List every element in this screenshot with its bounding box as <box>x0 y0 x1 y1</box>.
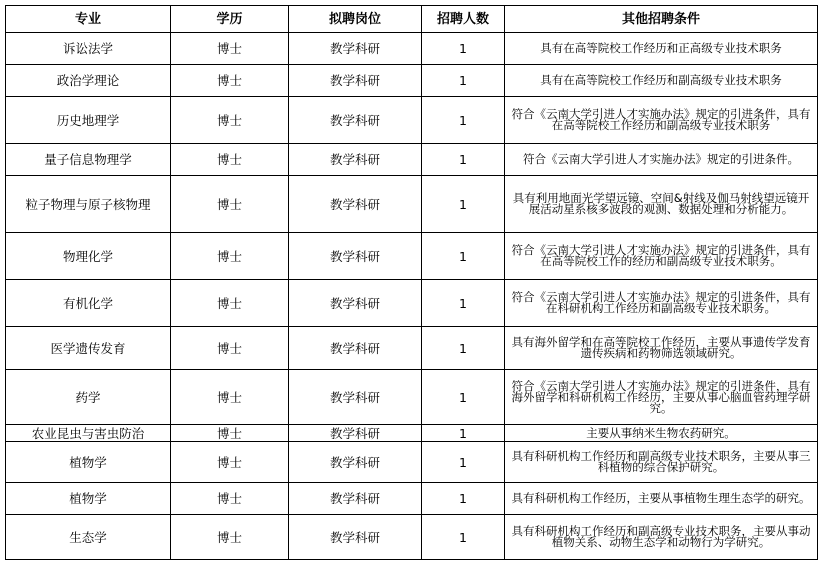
table-row <box>6 327 818 370</box>
cell-headcount: 1 <box>422 370 505 425</box>
cell-conditions: 具有科研机构工作经历和副高级专业技术职务，主要从事三科植物的综合保护研究。 <box>505 442 818 483</box>
cell-conditions: 具有科研机构工作经历和副高级专业技术职务，主要从事动植物关系、动物生态学和动物行为学研究。 <box>505 515 818 560</box>
table-row <box>6 176 818 233</box>
cell-position: 教学科研 <box>289 280 422 327</box>
table-row <box>6 33 818 65</box>
cell-headcount: 1 <box>422 425 505 442</box>
table-row <box>6 65 818 97</box>
cell-major: 物理化学 <box>6 233 171 280</box>
cell-headcount: 1 <box>422 280 505 327</box>
cell-degree: 博士 <box>171 65 289 97</box>
cell-degree: 博士 <box>171 33 289 65</box>
cell-conditions: 具有在高等院校工作经历和副高级专业技术职务 <box>505 65 818 97</box>
cell-degree: 博士 <box>171 327 289 370</box>
cell-position: 教学科研 <box>289 33 422 65</box>
cell-degree: 博士 <box>171 280 289 327</box>
table-row <box>6 370 818 425</box>
header-headcount: 招聘人数 <box>422 6 505 33</box>
cell-headcount: 1 <box>422 176 505 233</box>
cell-position: 教学科研 <box>289 483 422 515</box>
header-conditions: 其他招聘条件 <box>505 6 818 33</box>
table-row <box>6 515 818 560</box>
cell-conditions: 符合《云南大学引进人才实施办法》规定的引进条件，具有在科研机构工作经历和副高级专业技术职务。 <box>505 280 818 327</box>
cell-major: 政治学理论 <box>6 65 171 97</box>
cell-position: 教学科研 <box>289 97 422 144</box>
cell-degree: 博士 <box>171 176 289 233</box>
cell-headcount: 1 <box>422 65 505 97</box>
cell-degree: 博士 <box>171 442 289 483</box>
cell-position: 教学科研 <box>289 515 422 560</box>
table-row <box>6 97 818 144</box>
cell-position: 教学科研 <box>289 370 422 425</box>
cell-conditions: 具有科研机构工作经历，主要从事植物生理生态学的研究。 <box>505 483 818 515</box>
cell-major: 历史地理学 <box>6 97 171 144</box>
cell-headcount: 1 <box>422 515 505 560</box>
cell-conditions: 符合《云南大学引进人才实施办法》规定的引进条件，具有在高等院校工作经历和副高级专业技术职务 <box>505 97 818 144</box>
table-row <box>6 483 818 515</box>
cell-major: 农业昆虫与害虫防治 <box>6 425 171 442</box>
cell-headcount: 1 <box>422 97 505 144</box>
cell-headcount: 1 <box>422 483 505 515</box>
cell-conditions: 具有利用地面光学望远镜、空间&射线及伽马射线望远镜开展活动星系核多波段的观测、数据处理和分析能力。 <box>505 176 818 233</box>
cell-major: 药学 <box>6 370 171 425</box>
cell-degree: 博士 <box>171 515 289 560</box>
recruitment-table <box>5 5 818 560</box>
header-position: 拟聘岗位 <box>289 6 422 33</box>
cell-conditions: 符合《云南大学引进人才实施办法》规定的引进条件，具有海外留学和科研机构工作经历，主要从事心脑血管药理学研究。 <box>505 370 818 425</box>
table-row <box>6 144 818 176</box>
cell-headcount: 1 <box>422 33 505 65</box>
cell-conditions: 具有在高等院校工作经历和正高级专业技术职务 <box>505 33 818 65</box>
cell-position: 教学科研 <box>289 425 422 442</box>
table-row <box>6 425 818 442</box>
cell-degree: 博士 <box>171 370 289 425</box>
cell-major: 粒子物理与原子核物理 <box>6 176 171 233</box>
cell-degree: 博士 <box>171 483 289 515</box>
cell-headcount: 1 <box>422 233 505 280</box>
cell-major: 诉讼法学 <box>6 33 171 65</box>
cell-position: 教学科研 <box>289 65 422 97</box>
cell-conditions: 具有海外留学和在高等院校工作经历，主要从事遗传学发育遗传疾病和药物筛选领域研究。 <box>505 327 818 370</box>
cell-conditions: 符合《云南大学引进人才实施办法》规定的引进条件，具有在高等院校工作的经历和副高级专业技术职务。 <box>505 233 818 280</box>
cell-major: 植物学 <box>6 483 171 515</box>
header-major: 专业 <box>6 6 171 33</box>
table-row <box>6 280 818 327</box>
cell-major: 量子信息物理学 <box>6 144 171 176</box>
header-row <box>6 6 818 33</box>
cell-conditions: 主要从事纳米生物农药研究。 <box>505 425 818 442</box>
cell-conditions: 符合《云南大学引进人才实施办法》规定的引进条件。 <box>505 144 818 176</box>
cell-major: 生态学 <box>6 515 171 560</box>
cell-major: 有机化学 <box>6 280 171 327</box>
cell-position: 教学科研 <box>289 442 422 483</box>
cell-major: 植物学 <box>6 442 171 483</box>
cell-headcount: 1 <box>422 327 505 370</box>
cell-position: 教学科研 <box>289 144 422 176</box>
cell-major: 医学遗传发育 <box>6 327 171 370</box>
cell-position: 教学科研 <box>289 176 422 233</box>
cell-position: 教学科研 <box>289 233 422 280</box>
header-degree: 学历 <box>171 6 289 33</box>
table-row <box>6 233 818 280</box>
cell-headcount: 1 <box>422 442 505 483</box>
cell-position: 教学科研 <box>289 327 422 370</box>
cell-degree: 博士 <box>171 144 289 176</box>
cell-degree: 博士 <box>171 425 289 442</box>
cell-degree: 博士 <box>171 97 289 144</box>
cell-degree: 博士 <box>171 233 289 280</box>
cell-headcount: 1 <box>422 144 505 176</box>
table-row <box>6 442 818 483</box>
